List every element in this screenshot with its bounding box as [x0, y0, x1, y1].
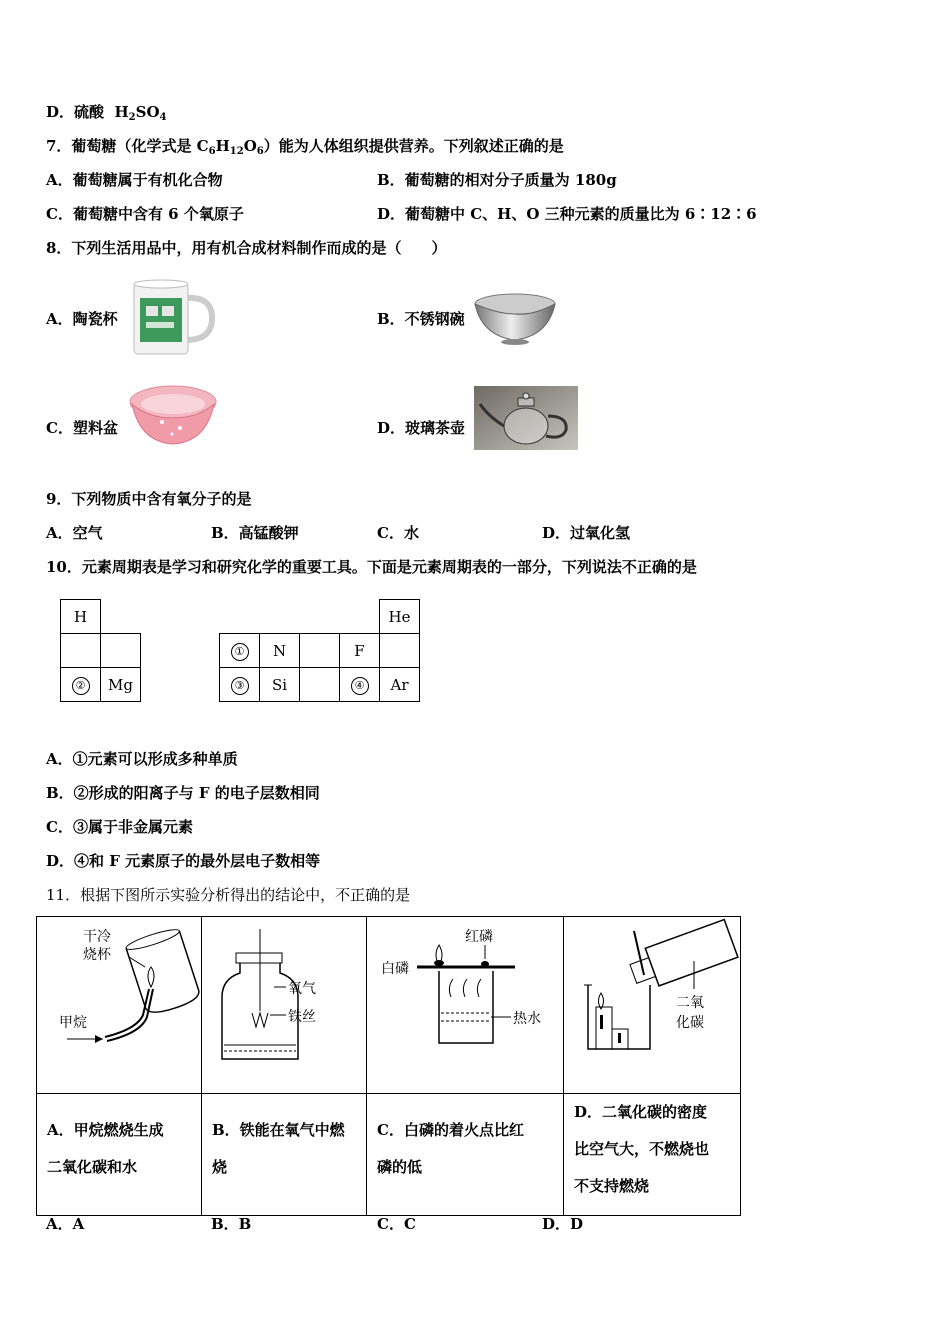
caption-d: D．二氧化碳的密度 比空气大，不燃烧也 不支持燃烧 [574, 1103, 710, 1195]
q9-option-b[interactable]: B．高锰酸钾 [211, 524, 299, 542]
q8-option-b[interactable]: B．不锈钢碗 [377, 310, 465, 328]
carbon-dioxide-figure [564, 917, 740, 1089]
fig-label: 白磷 [381, 961, 409, 977]
q7-option-c[interactable]: C．葡萄糖中含有 6 个氧原子 [46, 205, 244, 223]
pt-cell: Si [260, 668, 300, 702]
caption-b: B．铁能在氧气中燃 烧 [212, 1121, 345, 1176]
q7-stem: 7．葡萄糖（化学式是 $C_6H_{12}O_6$）能为人体组织提供营养。下列叙述正确的是 [46, 137, 564, 157]
q8-option-a[interactable]: A．陶瓷杯 [46, 310, 118, 328]
fig-label: 甲烷 [59, 1015, 87, 1031]
pt-cell: He [380, 600, 420, 634]
q11-option-b[interactable]: B．B [211, 1215, 252, 1233]
caption-a: A．甲烷燃烧生成 二氧化碳和水 [47, 1121, 164, 1176]
q10-option-c[interactable]: C．③属于非金属元素 [46, 818, 193, 836]
fig-label: 烧杯 [83, 947, 111, 963]
pt-cell: ② [72, 677, 90, 695]
q7-option-b[interactable]: B．葡萄糖的相对分子质量为 180g [377, 171, 617, 189]
q11-option-d[interactable]: D．D [542, 1215, 584, 1233]
ceramic-cup-image [128, 278, 218, 358]
q9-option-a[interactable]: A．空气 [46, 524, 103, 542]
q9-stem: 9．下列物质中含有氧分子的是 [46, 490, 252, 508]
periodic-table-fragment [60, 599, 420, 702]
pt-cell: ① [231, 643, 249, 661]
methane-combustion-figure [37, 917, 201, 1089]
phosphorus-figure [367, 917, 563, 1089]
q8-option-c[interactable]: C．塑料盆 [46, 419, 118, 437]
iron-oxygen-figure [202, 917, 366, 1089]
experiment-table [36, 916, 741, 1216]
glass-teapot-image [474, 386, 578, 450]
fig-label: 化碳 [676, 1015, 704, 1031]
fig-label: 干冷 [83, 929, 111, 945]
fig-label: 热水 [513, 1011, 541, 1027]
fig-label: 红磷 [465, 929, 493, 945]
q11-option-c[interactable]: C．C [377, 1215, 416, 1233]
q7-option-a[interactable]: A．葡萄糖属于有机化合物 [46, 171, 223, 189]
pt-cell: Ar [380, 668, 420, 702]
q11-stem: 11．根据下图所示实验分析得出的结论中，不正确的是 [46, 886, 411, 904]
fig-label: 氧气 [288, 981, 316, 997]
q9-option-c[interactable]: C．水 [377, 524, 419, 542]
q8-option-d[interactable]: D．玻璃茶壶 [377, 419, 466, 437]
caption-c: C．白磷的着火点比红 磷的低 [377, 1121, 524, 1176]
plastic-basin-image [128, 382, 218, 448]
pt-cell: F [340, 634, 380, 668]
pt-cell: ④ [351, 677, 369, 695]
q10-stem: 10．元素周期表是学习和研究化学的重要工具。下面是元素周期表的一部分，下列说法不正确的是 [46, 558, 697, 576]
steel-bowl-image [472, 290, 558, 346]
q10-option-a[interactable]: A．①元素可以形成多种单质 [46, 750, 238, 768]
q8-stem: 8．下列生活用品中，用有机合成材料制作而成的是（ ） [46, 239, 447, 257]
pt-cell: Mg [101, 668, 141, 702]
pt-cell: N [260, 634, 300, 668]
q10-option-b[interactable]: B．②形成的阳离子与 F 的电子层数相同 [46, 784, 320, 802]
pt-cell: ③ [231, 677, 249, 695]
q7-option-d[interactable]: D．葡萄糖中 C、H、O 三种元素的质量比为 6∶12∶6 [377, 205, 757, 223]
q11-option-a[interactable]: A．A [46, 1215, 85, 1233]
q10-option-d[interactable]: D．④和 F 元素原子的最外层电子数相等 [46, 852, 321, 870]
q9-option-d[interactable]: D．过氧化氢 [542, 524, 631, 542]
pt-cell: H [61, 600, 101, 634]
q6-option-d[interactable]: D．硫酸 $H_2SO_4$ [46, 103, 167, 123]
fig-label: 铁丝 [288, 1009, 316, 1025]
fig-label: 二氧 [676, 995, 704, 1011]
